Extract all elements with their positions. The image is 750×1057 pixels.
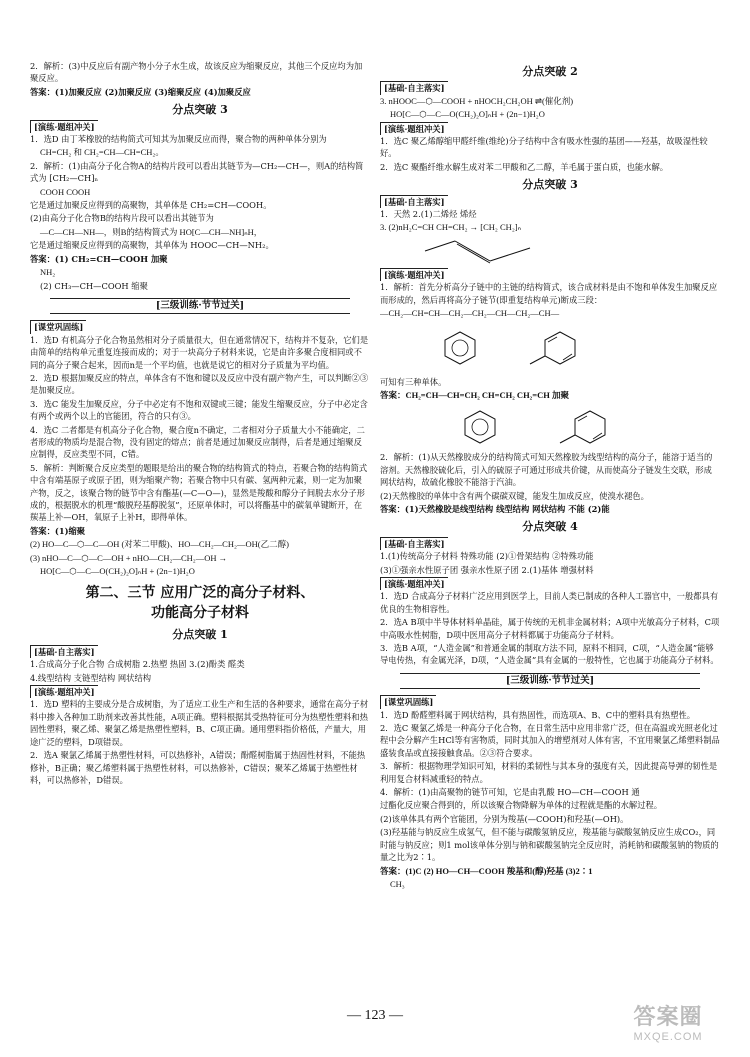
section-tag: [演练·题组冲关] [380, 122, 448, 135]
formula: HO[C—⬡—C—O(CH₂)₂O]ₙH + (2n−1)H₂O [390, 109, 545, 120]
answer: 答案：(1)天然橡胶是线型结构 线型结构 网状结构 不能 (2)能 [380, 503, 610, 514]
answer: (2) CH₃—CH—COOH 缩聚 [40, 280, 148, 291]
text-block: 3．解析：根据物理学知识可知，材料的柔韧性与其本身的强度有关，因此提高导弹的韧性是利用复合材料减重轻的特点。 [380, 761, 718, 784]
text-block: 它是通过加聚反应得到的高聚物，其单体是 CH₂=CH—COOH。 [30, 200, 272, 211]
polymer-structure-diagram [420, 236, 540, 266]
section-tag: [演练·题组冲关] [30, 120, 98, 133]
text-block: 1．选D 合成高分子材料广泛应用到医学上，目前人类已制成的各种人工器官中，一般都具有优良的生物相容性。 [380, 591, 719, 614]
text-block: (2)天然橡胶的单体中含有两个碳碳双键，能发生加成反应，使溴水褪色。 [380, 490, 649, 501]
text-block: (3)①强亲水性原子团 强亲水性原子团 2.(1)基体 增强材料 [380, 564, 594, 575]
text-block: 1．天然 2.(1)二烯烃 烯烃 [380, 209, 477, 220]
text-block: 过酯化反应聚合得到的，所以该聚合物降解为单体的过程就是酯的水解过程。 [380, 800, 663, 811]
formula: COOH COOH [40, 186, 91, 197]
text-block: 2．解析：(1)从天然橡胶成分的结构简式可知天然橡胶为线型结构的高分子，能溶于适当的溶剂。天然橡胶硫化后，引入的硫原子可通过形成共价键，从而使高分子链发生交联，形成网状结构，故硫化橡胶不能溶于汽油。 [380, 452, 713, 488]
section-tag: [基础·自主落实] [30, 645, 98, 658]
text-block: (2)由高分子化合物B的结构片段可以看出其链节为 [30, 213, 214, 224]
formula: 3. (2)nH₂C=CH CH=CH₂ → [CH₂ CH₂]ₙ [380, 222, 521, 233]
formula: —C—CH—NH—，则B的结构简式为 HO[C—CH—NH]ₙH， [40, 226, 263, 237]
section-tag: [演练·题组冲关] [30, 685, 98, 698]
section-tag: [基础·自主落实] [380, 195, 448, 208]
section-title-line-1: 第二、三节 应用广泛的高分子材料、 [85, 585, 315, 602]
formula: —CH₂—CH=CH—CH₂—CH₂—CH—CH₂—CH— [380, 308, 560, 319]
formula: HO[C—⬡—C—O(CH₂)₂O]ₙH + (2n−1)H₂O [40, 566, 195, 577]
answer: 答案：(1)缩聚 [30, 525, 86, 536]
watermark-logo [608, 1000, 728, 1050]
section-tag: [课堂巩固练] [30, 320, 86, 333]
answer: 答案：(1) CH₂=CH—COOH 加聚 [30, 253, 168, 264]
text-block: 2．选C 聚氯乙烯是一种高分子化合物，在日常生活中应用非常广泛，但在高温或光照老化过程中会分解产生HCl等有害物质，同时其加入的增塑剂对人体有害，不宜用聚氯乙烯塑料制品盛装食品或直接接触食品。②③符合要求。 [380, 723, 720, 758]
text-block: 1．解析：首先分析高分子链中的主链的结构简式，该合成材料是由不饱和单体发生加聚反应而形成的，然后再将高分子链节(即重复结构单元)断成三段： [380, 282, 718, 305]
box-heading: [三级训练·节节过关] [50, 298, 350, 314]
heading-breakthrough-3: 分点突破 3 [172, 103, 228, 117]
right-column [380, 60, 720, 891]
text-block: 2．选D 根据加聚反应的特点，单体含有不饱和键以及反应中没有副产物产生，可以判断②③是加聚反应。 [30, 372, 369, 396]
text-block: 1．选D 由丁苯橡胶的结构简式可知其为加聚反应而得，聚合物的两种单体分别为 [30, 134, 327, 145]
text-block: 1．选D 塑料的主要成分是合成树脂，为了适应工业生产和生活的各种要求，通常在高分子材料中掺入各种加工助剂来改善其性能，A项正确。塑料根据其受热特征可分为热塑性塑料和热固性塑料，聚乙烯、聚氯乙烯是热塑性塑料，B、C项正确。通用塑料指价格低，产量大，用途广泛的塑料，D项错误。 [30, 699, 369, 747]
text-block: 2．选A B项中半导体材料单晶硅，属于传统的无机非金属材料；A项中光敏高分子材料，C项中高吸水性树脂，D项中医用高分子材料都属于功能高分子材料。 [380, 617, 720, 640]
text-block: 1．选D 酚醛塑料属于网状结构，具有热固性，而选项A、B、C中的塑料具有热塑性。 [380, 709, 696, 720]
formula: NH₂ [40, 267, 56, 278]
text-block: 4．选C 二者都是有机高分子化合物，聚合度n不确定，二者相对分子质量大小不能确定，二者形成的物质均是混合物，没有固定的熔点；前者是通过加聚反应制得，后者是通过缩聚反应制得，反应类型不同，C错。 [30, 424, 365, 460]
answer: 答案：(1)加聚反应 (2)加聚反应 (3)缩聚反应 (4)加聚反应 [30, 86, 251, 97]
heading-breakthrough-3: 分点突破 3 [522, 178, 578, 192]
formula: (3) nHO—C—⬡—C—OH + nHO—CH₂—CH₂—OH → [30, 552, 228, 563]
text-block: 1.合成高分子化合物 合成树脂 2.热塑 热固 3.(2)酚类 醛类 [30, 659, 245, 670]
text-block: (2)该单体具有两个官能团，分别为羧基(—COOH)和羟基(—OH)。 [380, 813, 629, 824]
formula: CH₃ [390, 878, 405, 889]
monomer-structures [420, 322, 650, 374]
section-tag: [演练·题组冲关] [380, 268, 448, 281]
page-number: — 123 — [347, 1008, 403, 1023]
text-block: 3．选C 能发生加聚反应，分子中必定有不饱和双键或三键；能发生缩聚反应，分子中必定含有两个或两个以上的官能团，符合的只有③。 [30, 398, 368, 422]
heading-breakthrough-2: 分点突破 2 [522, 65, 578, 78]
box-heading: [三级训练·节节过关] [400, 673, 700, 689]
formula: (2) HO—C—⬡—C—OH (对苯二甲酸)、HO—CH₂—CH₂—OH(乙二醇) [30, 539, 289, 550]
text-block: 5．解析：判断聚合反应类型的题眼是给出的聚合物的结构简式的特点，若聚合物的结构简式中含有端基原子或原子团，则为缩聚产物；若聚合物中只有碳、氢两种元素，则一定为加聚产物，反之，该聚合物的链节中含有酯基(—C—O—)，显然是羧酸和醇分子间脱去水分子形成的，根据脱水的机理“酸脱羟基醇脱氢”，还原单体时，可以将酯基中的碳氧单键断开，在羰基上补—OH，氧原子上补H，即得单体。 [30, 462, 368, 523]
text-block: 1．选C 聚乙烯醇缩甲醛纤维(维纶)分子结构中含有吸水性强的基团——羟基，故吸湿性较好。 [380, 136, 708, 159]
text-block: 2．选C 聚酯纤维水解生成对苯二甲酸和乙二醇，羊毛属于蛋白质，也能水解。 [380, 161, 669, 172]
text-block: 2．解析：(3)中反应后有副产物小分子水生成，故该反应为缩聚反应，其他三个反应均为加聚反应。 [30, 61, 363, 84]
watermark-line-2: MXQE.COM [633, 1031, 703, 1043]
text-block: 1.(1)传统高分子材料 特殊功能 (2)①骨架结构 ②特殊功能 [380, 551, 594, 562]
section-title [30, 583, 370, 623]
answer: 答案：CH₂=CH—CH=CH₂ CH=CH₂ CH₂=CH 加聚 [380, 389, 569, 400]
text-block: 它是通过缩聚反应得到的高聚物，其单体为 HOOC—CH—NH₂。 [30, 240, 274, 251]
heading-breakthrough-4: 分点突破 4 [522, 520, 578, 534]
section-tag: [基础·自主落实] [380, 81, 448, 94]
text-block: 2．选A 聚氯乙烯属于热塑性材料，可以热修补，A错误；酚醛树脂属于热固性材料，不能热修补，B正确；聚乙烯塑料属于热塑性材料，可以热修补，C错误；聚苯乙烯属于热塑性材料，可以热修补，D错误。 [30, 750, 366, 785]
text-block: 可知有三种单体。 [380, 376, 447, 387]
heading-breakthrough-1: 分点突破 1 [172, 628, 228, 642]
formula: CH=CH₂ 和 CH₂=CH—CH=CH₂。 [40, 147, 164, 158]
text-block: 4．解析：(1)由高聚物的链节可知，它是由乳酸 HO—CH—COOH 通 [380, 787, 640, 798]
answer: 答案：(1)C (2) HO—CH—COOH 羧基和(醇)羟基 (3)2∶1 [380, 865, 593, 876]
section-tag: [基础·自主落实] [380, 537, 448, 550]
text-block: 2．解析：(1)由高分子化合物A的结构片段可以看出其链节为—CH₂—CH—，则A的结构简式为 [CH₂—CH]ₙ [30, 160, 364, 184]
answer-monomer-structures [420, 403, 660, 449]
section-title-line-2: 功能高分子材料 [151, 605, 249, 622]
formula: 3. nHOOC—⬡—COOH + nHOCH₂CH₂OH ⇌(催化剂) [380, 95, 574, 106]
text-block: 4.线型结构 支链型结构 网状结构 [30, 672, 152, 683]
text-block: 1．选D 有机高分子化合物虽然相对分子质量很大，但在通常情况下，结构并不复杂，它们是由简单的结构单元重复连接而成的；对于一块高分子材料来说，它是由许多聚合度相同或不同的高分子聚合起来，因而n是一个平均值，也就是说它的相对分子质量为平均值。 [30, 334, 369, 370]
section-tag: [演练·题组冲关] [380, 577, 448, 590]
text-block: 3．选B A项，“人造金属”和普通金属的制取方法不同，原料不相同，C项，“人造金属”能够导电传热，有金属光泽，D项，“人造金属”具有金属的一般特性，它也属于功能高分子材料。 [380, 643, 719, 666]
section-tag: [课堂巩固练] [380, 695, 436, 708]
text-block: (3)羟基能与钠反应生成氢气，但不能与碳酸氢钠反应，羧基能与碳酸氢钠反应生成CO₂，同时能与钠反应；则1 mol该单体分别与钠和碳酸氢钠完全反应时，消耗钠和碳酸氢钠的物质的量之比为2∶1。 [380, 827, 719, 863]
left-column [30, 60, 370, 787]
watermark-line-1: 答案圈 [633, 1004, 703, 1029]
